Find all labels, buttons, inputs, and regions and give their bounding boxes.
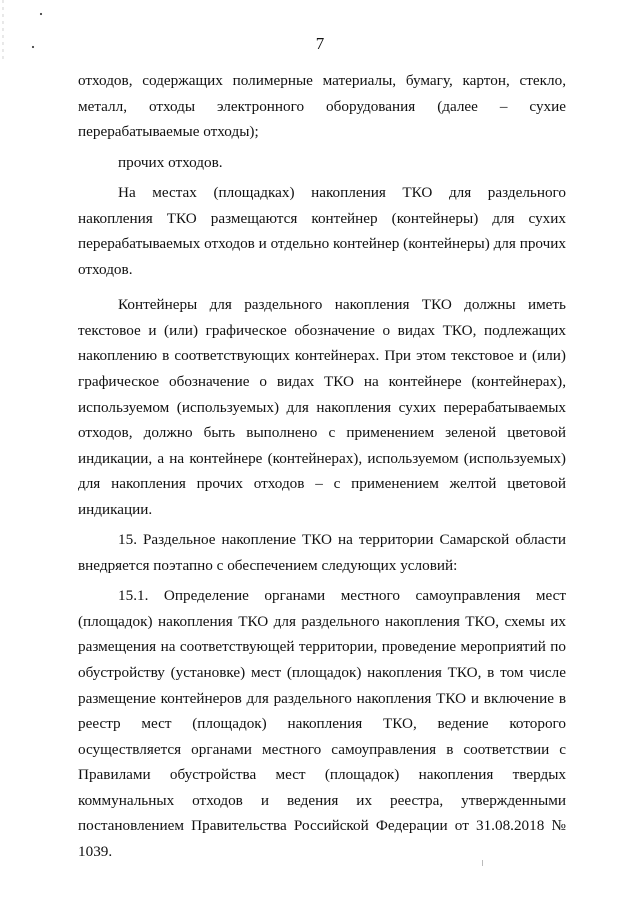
page-number: 7: [315, 34, 325, 53]
document-body: [78, 68, 566, 864]
scan-speck: [482, 860, 483, 866]
paragraph: прочих отходов.: [118, 153, 223, 171]
paragraph: Контейнеры для раздельного накопления ТКО должны иметь текстовое и (или) графическое обозначение о видах ТКО, подлежащих накоплению в соответствующих контейнерах. При этом текстовое и (или) графическое обозначение о видах ТКО на контейнере (контейнерах), используемом (используемых) для накопления сухих перерабатываемых отходов, должно быть выполнено с применением зеленой цветовой индикации, а на контейнере (контейнерах), используемом (используемых) для накопления прочих отходов – с применением желтой цветовой индикации.: [78, 296, 566, 518]
paragraph-continuation: отходов, содержащих полимерные материалы, бумагу, картон, стекло, металл, отходы электронного оборудования (далее – сухие перерабатываемые отходы);: [78, 72, 566, 141]
paragraph: На местах (площадках) накопления ТКО для раздельного накопления ТКО размещаются контейнер (контейнеры) для сухих перерабатываемых отходов и отдельно контейнер (контейнеры) для прочих отходов.: [78, 184, 566, 278]
paragraph-clause-15: 15. Раздельное накопление ТКО на территории Самарской области внедряется поэтапно с обеспечением следующих условий:: [78, 531, 566, 574]
paragraph-clause-15-1: 15.1. Определение органами местного самоуправления мест (площадок) накопления ТКО для раздельного накопления ТКО, схемы их размещения на соответствующей территории, проведение мероприятий по обустройству (установке) мест (площадок) накопления ТКО, в том числе размещение контейнеров для раздельного накопления ТКО и включение в реестр мест (площадок) накопления ТКО, ведение которого осуществляется органами местного самоуправления в соответствии с Правилами обустройства мест (площадок) накопления твердых коммунальных отходов и ведения их реестра, утвержденными постановлением Правительства Российской Федерации от 31.08.2018 № 1039.: [78, 587, 566, 860]
